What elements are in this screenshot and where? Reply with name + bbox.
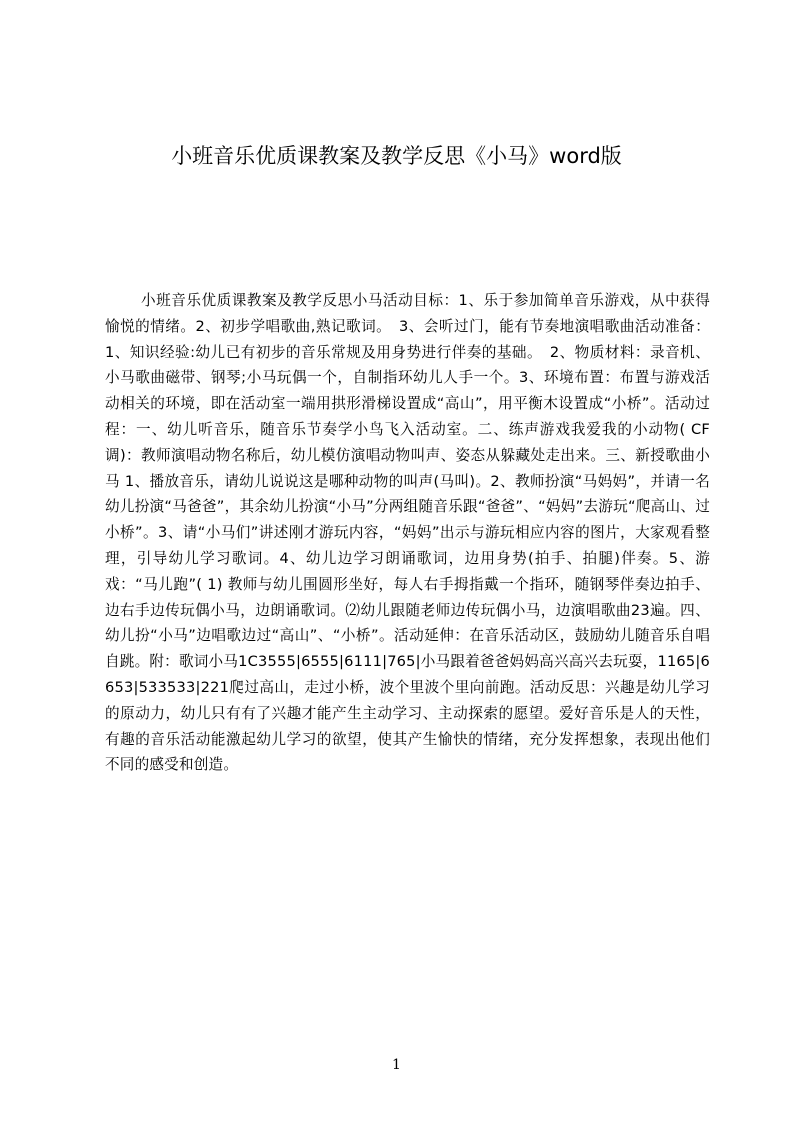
page-number: 1 <box>392 1057 401 1073</box>
body-paragraph: 小班音乐优质课教案及教学反思小马活动目标：1、乐于参加简单音乐游戏，从中获得愉悦的情绪。2、初步学唱歌曲,熟记歌词。 3、会听过门，能有节奏地演唱歌曲活动准备：1、知识经验:幼儿已有初步的音乐常规及用身势进行伴奏的基础。 2、物质材料：录音机、小马歌曲磁带、钢琴;小马玩偶一个，自制指环幼儿人手一个。3、环境布置：布置与游戏活动相关的环境，即在活动室一端用拱形滑梯设置成“高山”，用平衡木设置成“小桥”。活动过程：一、幼儿听音乐，随音乐节奏学小鸟飞入活动室。二、练声游戏我爱我的小动物( CF调)：教师演唱动物名称后，幼儿模仿演唱动物叫声、姿态从躲藏处走出来。三、新授歌曲小马 1、播放音乐，请幼儿说说这是哪种动物的叫声(马叫)。2、教师扮演“马妈妈”，并请一名幼儿扮演“马爸爸”，其余幼儿扮演“小马”分两组随音乐跟“爸爸”、“妈妈”去游玩“爬高山、过小桥”。3、请“小马们”讲述刚才游玩内容，“妈妈”出示与游玩相应内容的图片，大家观看整理，引导幼儿学习歌词。4、幼儿边学习朗诵歌词，边用身势(拍手、拍腿)伴奏。5、游戏：“马儿跑”( 1) 教师与幼儿围圆形坐好，每人右手拇指戴一个指环，随钢琴伴奏边拍手、边右手边传玩偶小马，边朗诵歌词。⑵幼儿跟随老师边传玩偶小马，边演唱歌曲23遍。四、幼儿扮“小马”边唱歌边过“高山”、“小桥”。活动延伸：在音乐活动区，鼓励幼儿随音乐自唱自跳。附：歌词小马1C3555|6555|6111|765|小马跟着爸爸妈妈高兴高兴去玩耍，1165|6653|533533|221爬过高山，走过小桥，波个里波个里向前跑。活动反思：兴趣是幼儿学习的原动力，幼儿只有有了兴趣才能产生主动学习、主动探索的愿望。爱好音乐是人的天性，有趣的音乐活动能激起幼儿学习的欲望，使其产生愉快的情绪，充分发挥想象，表现出他们不同的感受和创造。 <box>105 292 711 774</box>
document-title: 小班音乐优质课教案及教学反思《小马》word版 <box>171 144 622 168</box>
